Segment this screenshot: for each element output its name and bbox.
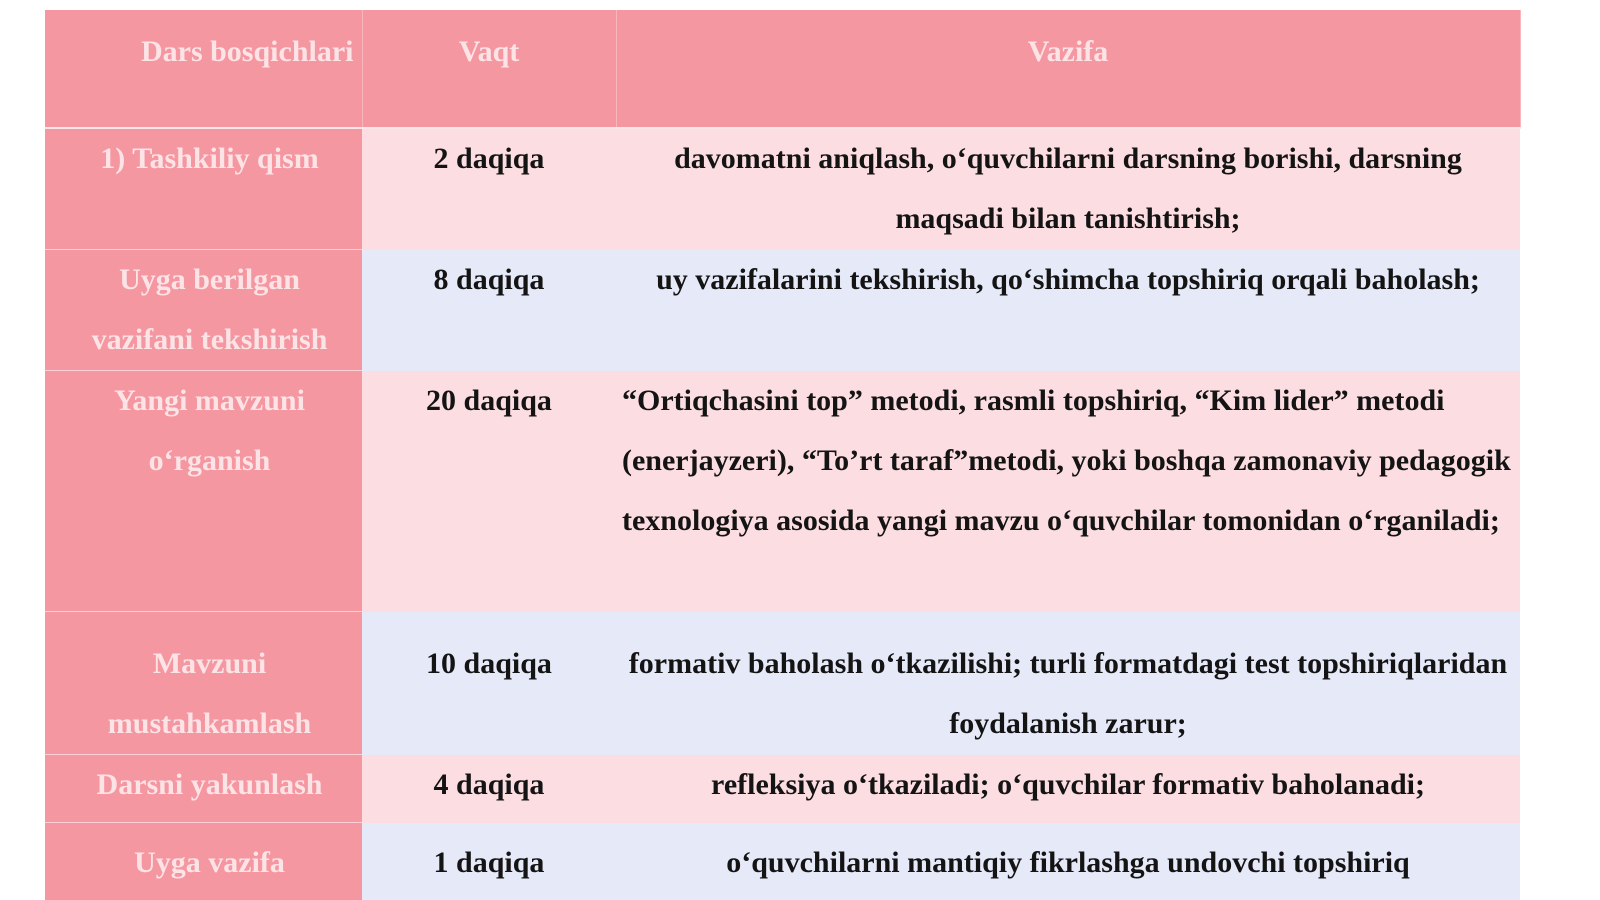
task-cell: uy vazifalarini tekshirish, qo‘shimcha topshiriq orqali baholash;	[616, 250, 1520, 371]
stage-cell: 1) Tashkiliy qism	[45, 128, 362, 250]
header-time: Vaqt	[362, 10, 616, 128]
task-cell: davomatni aniqlash, o‘quvchilarni darsning borishi, darsning maqsadi bilan tanishtirish;	[616, 128, 1520, 250]
time-cell: 4 daqiqa	[362, 755, 616, 823]
time-cell: 20 daqiqa	[362, 371, 616, 612]
table-row	[45, 755, 1520, 823]
table-row	[45, 823, 1520, 900]
stage-cell: Yangi mavzuni o‘rganish	[45, 371, 362, 612]
time-cell: 10 daqiqa	[362, 612, 616, 755]
task-cell: formativ baholash o‘tkazilishi; turli formatdagi test topshiriqlaridan foydalanish zarur;	[616, 612, 1520, 755]
stage-cell: Mavzuni mustahkamlash	[45, 612, 362, 755]
task-cell: o‘quvchilarni mantiqiy fikrlashga undovchi topshiriq	[616, 823, 1520, 900]
table-row	[45, 371, 1520, 612]
table-header-row	[45, 10, 1520, 128]
table-row	[45, 612, 1520, 755]
time-cell: 2 daqiqa	[362, 128, 616, 250]
stage-cell: Uyga vazifa	[45, 823, 362, 900]
header-stage: Dars bosqichlari	[45, 10, 362, 128]
table-row	[45, 250, 1520, 371]
lesson-plan-table	[45, 10, 1521, 900]
stage-cell: Darsni yakunlash	[45, 755, 362, 823]
task-cell: “Ortiqchasini top” metodi, rasmli topshiriq, “Kim lider” metodi (enerjayzeri), “To’rt taraf”metodi, yoki boshqa zamonaviy pedagogik texnologiya asosida yangi mavzu o‘quvchilar tomonidan o‘rganiladi;	[616, 371, 1520, 612]
task-cell: refleksiya o‘tkaziladi; o‘quvchilar formativ baholanadi;	[616, 755, 1520, 823]
table-row	[45, 128, 1520, 250]
stage-cell: Uyga berilgan vazifani tekshirish	[45, 250, 362, 371]
time-cell: 8 daqiqa	[362, 250, 616, 371]
header-task: Vazifa	[616, 10, 1520, 128]
time-cell: 1 daqiqa	[362, 823, 616, 900]
